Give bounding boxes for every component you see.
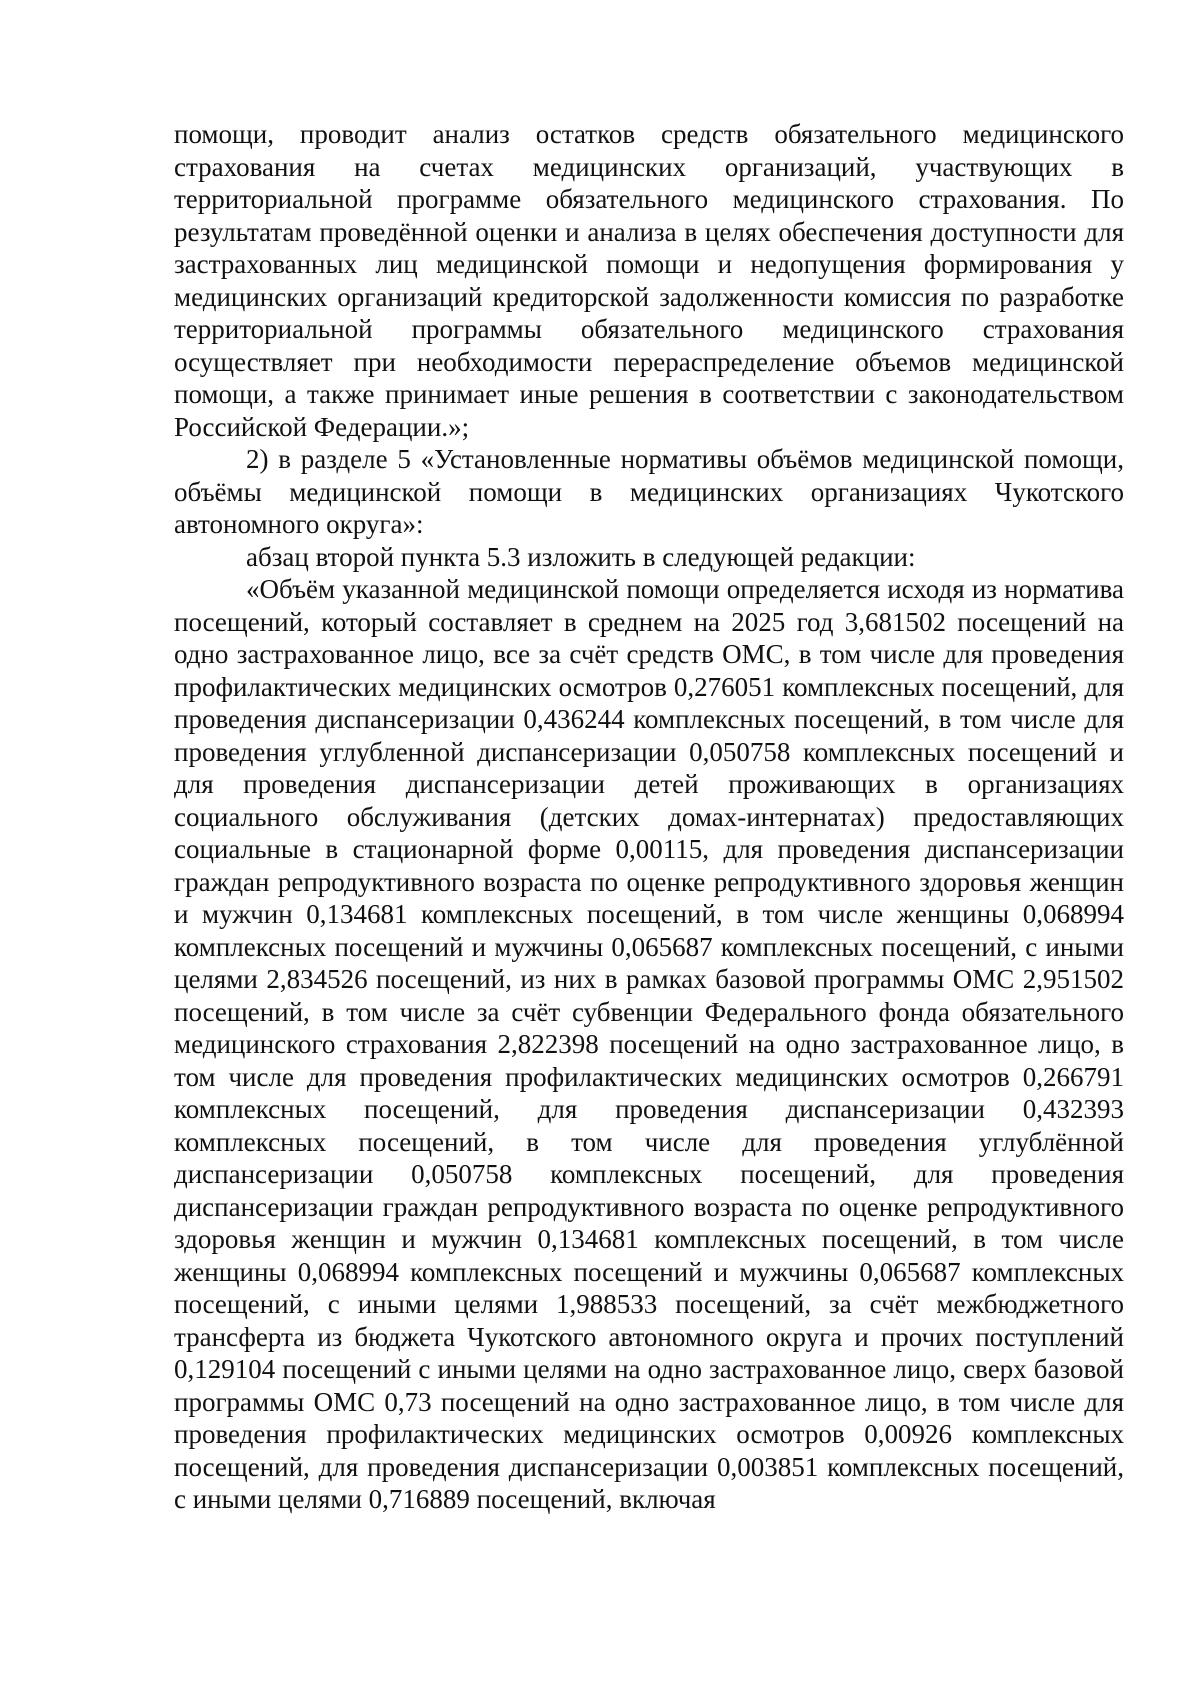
paragraph-section-5-amendment: 2) в разделе 5 «Установленные нормативы объёмов медицинской помощи, объёмы медицинской помощи в медицинских организациях Чукотского автономного округа»: <box>174 444 1124 539</box>
paragraph-clause-5-3-intro: абзац второй пункта 5.3 изложить в следующей редакции: <box>246 541 916 572</box>
paragraph-continuation: помощи, проводит анализ остатков средств обязательного медицинского страхования на счетах медицинских организаций, участвующих в территориальной программе обязательного медицинского страхования. По результатам проведённой оценки и анализа в целях обеспечения доступности для застрахованных лиц медицинской помощи и недопущения формирования у медицинских организаций кредиторской задолженности комиссия по разработке территориальной программы обязательного медицинского страхования осуществляет при необходимости перераспределение объемов медицинской помощи, а также принимает иные решения в соответствии с законодательством Российской Федерации.»; <box>174 119 1124 442</box>
document-body <box>174 118 1124 1516</box>
paragraph-visit-norms: «Объём указанной медицинской помощи определяется исходя из норматива посещений, который составляет в среднем на 2025 год 3,681502 посещений на одно застрахованное лицо, все за счёт средств ОМС, в том числе для проведения профилактических медицинских осмотров 0,276051 комплексных посещений, для проведения диспансеризации 0,436244 комплексных посещений, в том числе для проведения углубленной диспансеризации 0,050758 комплексных посещений и для проведения диспансеризации детей проживающих в организациях социального обслуживания (детских домах-интернатах) предоставляющих социальные в стационарной форме 0,00115, для проведения диспансеризации граждан репродуктивного возраста по оценке репродуктивного здоровья женщин и мужчин 0,134681 комплексных посещений, в том числе женщины 0,068994 комплексных посещений и мужчины 0,065687 комплексных посещений, с иными целями 2,834526 посещений, из них в рамках базовой программы ОМС 2,951502 посещений, в том числе за счёт субвенции Федерального фонда обязательного медицинского страхования 2,822398 посещений на одно застрахованное лицо, в том числе для проведения профилактических медицинских осмотров 0,266791 комплексных посещений, для проведения диспансеризации 0,432393 комплексных посещений, в том числе для проведения углублённой диспансеризации 0,050758 комплексных посещений, для проведения диспансеризации граждан репродуктивного возраста по оценке репродуктивного здоровья женщин и мужчин 0,134681 комплексных посещений, в том числе женщины 0,068994 комплексных посещений и мужчины 0,065687 комплексных посещений, с иными целями 1,988533 посещений, за счёт межбюджетного трансферта из бюджета Чукотского автономного округа и прочих поступлений 0,129104 посещений с иными целями на одно застрахованное лицо, сверх базовой программы ОМС 0,73 посещений на одно застрахованное лицо, в том числе для проведения профилактических медицинских осмотров 0,00926 комплексных посещений, для проведения диспансеризации 0,003851 комплексных посещений, с иными целями 0,716889 посещений, включая <box>174 574 1124 1514</box>
